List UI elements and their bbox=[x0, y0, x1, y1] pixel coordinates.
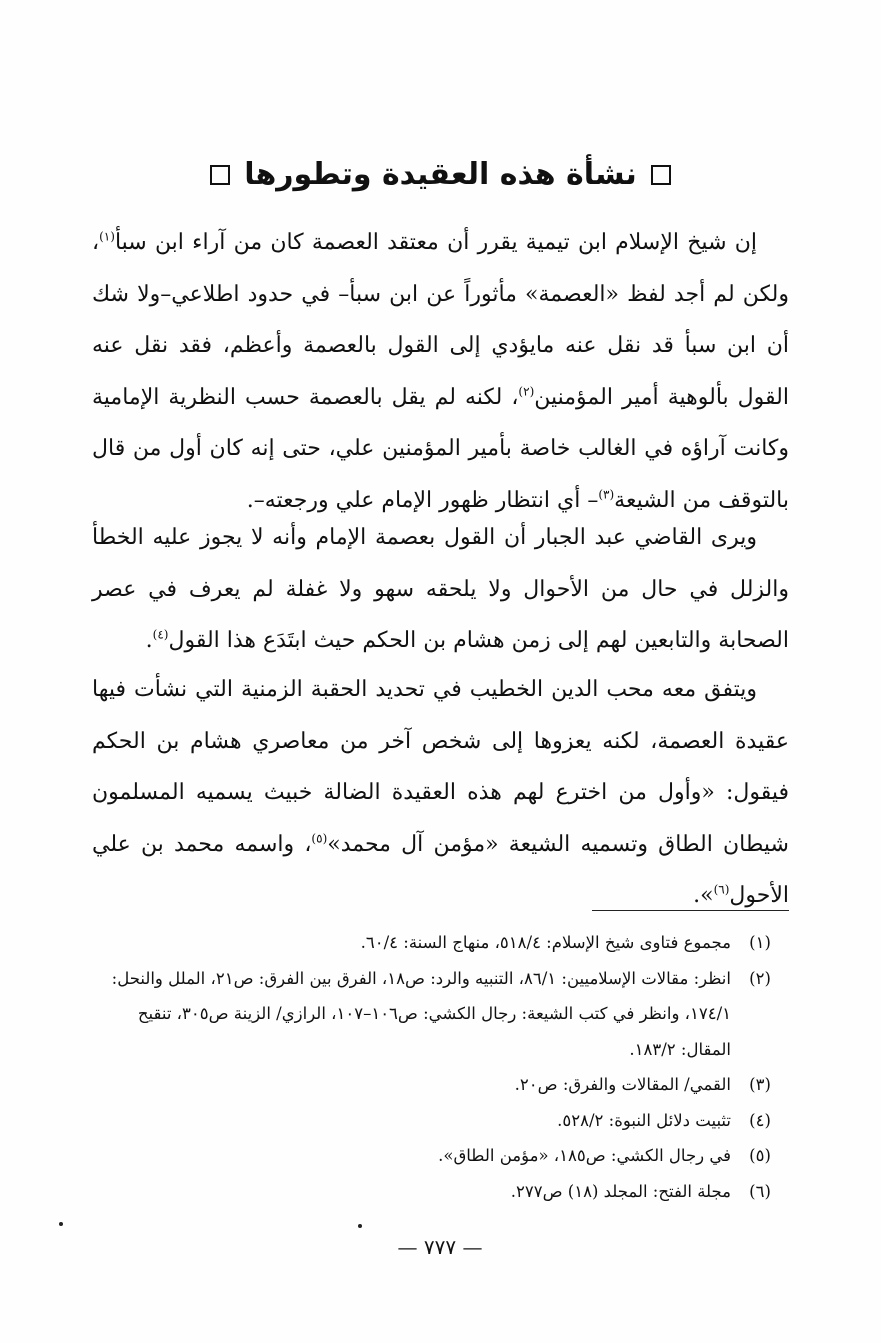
footnote-item bbox=[92, 1138, 789, 1174]
footnote-text: القمي/ المقالات والفرق: ص٢٠. bbox=[514, 1075, 731, 1094]
square-box-icon bbox=[210, 165, 230, 185]
paragraph-text: ». bbox=[693, 883, 714, 908]
footnote-text: في رجال الكشي: ص١٨٥، «مؤمن الطاق». bbox=[438, 1146, 731, 1165]
footnote-text: انظر: مقالات الإسلاميين: ٨٦/١، التنبيه والرد: ص١٨، الفرق بين الفرق: ص٢١، الملل والنحل: ١٧٤/١، وانظر في كتب الشيعة: رجال الكشي: ص١٠٦–١٠٧، الرازي/ الزينة ص٣٠٥، تنقيح المقال: ١٨٣/٢. bbox=[111, 968, 731, 1059]
paragraph-text: إن شيخ الإسلام ابن تيمية يقرر أن معتقد العصمة كان من آراء ابن سبأ bbox=[114, 230, 757, 255]
paragraph-3 bbox=[92, 664, 789, 922]
footnote-ref-3: (٣) bbox=[598, 487, 615, 502]
footnote-number: (١) bbox=[749, 933, 771, 952]
paragraph-text: ، لكنه لم يقل بالعصمة حسب النظرية الإمامية وكانت آراؤه في الغالب خاصة بأمير المؤمنين علي، حتى إنه كان أول من قال بالتوقف من الشيعة bbox=[92, 384, 789, 513]
paragraph-2 bbox=[92, 512, 789, 667]
footnote-text: مجلة الفتح: المجلد (١٨) ص٢٧٧. bbox=[510, 1181, 731, 1201]
paragraph-text: ، ولكن لم أجد لفظ «العصمة» مأثوراً عن ابن سبأ– في حدود اطلاعي–ولا شك أن ابن سبأ قد نقل عنه مايؤدي إلى القول بالعصمة وأعظم، فقد نقل عنه القول بألوهية أمير المؤمنين bbox=[92, 230, 789, 410]
paragraph-text: ، واسمه محمد بن علي الأحول bbox=[92, 831, 789, 908]
footnote-item bbox=[92, 1174, 789, 1210]
footnote-number: (٥) bbox=[749, 1146, 771, 1165]
footnote-item bbox=[92, 1067, 789, 1103]
footnote-item bbox=[92, 925, 789, 961]
scan-speck bbox=[59, 1222, 63, 1226]
section-heading bbox=[0, 150, 881, 200]
paragraph-1 bbox=[92, 217, 789, 526]
footnote-ref-4: (٤) bbox=[152, 627, 169, 642]
footnote-item bbox=[92, 961, 789, 1068]
paragraph-text: ويتفق معه محب الدين الخطيب في تحديد الحقبة الزمنية التي نشأت فيها عقيدة العصمة، لكنه يعزوها إلى شخص آخر من معاصري هشام بن الحكم فيقول: «وأول من اخترع لهم هذه العقيدة الضالة خبيث يسميه المسلمون شيطان الطاق وتسميه الشيعة «مؤمن آل محمد» bbox=[92, 677, 789, 857]
page-number: — ٧٧٧ — bbox=[397, 1235, 483, 1259]
footnotes bbox=[92, 925, 789, 1209]
footnote-text: تثبيت دلائل النبوة: ٥٢٨/٢. bbox=[557, 1110, 731, 1130]
paragraph-text: – أي انتظار ظهور الإمام علي ورجعته–. bbox=[246, 487, 599, 513]
scan-speck bbox=[358, 1224, 362, 1228]
footnote-number: (٣) bbox=[749, 1075, 771, 1094]
footnote-number: (٤) bbox=[749, 1110, 771, 1130]
square-box-icon bbox=[651, 165, 671, 185]
footnote-number: (٦) bbox=[749, 1181, 771, 1201]
footnote-ref-6: (٦) bbox=[713, 882, 730, 897]
footnote-divider bbox=[592, 910, 789, 911]
footnote-ref-2: (٢) bbox=[518, 384, 535, 399]
footnote-ref-5: (٥) bbox=[311, 831, 328, 846]
footnote-number: (٢) bbox=[749, 968, 771, 988]
footnote-text: مجموع فتاوى شيخ الإسلام: ٥١٨/٤، منهاج السنة: ٦٠/٤. bbox=[360, 933, 731, 952]
footnote-item bbox=[92, 1103, 789, 1139]
footnote-ref-1: (١) bbox=[99, 229, 115, 244]
paragraph-text: ويرى القاضي عبد الجبار أن القول بعصمة الإمام وأنه لا يجوز عليه الخطأ والزلل في حال من الأحوال ولا يلحقه سهو ولا غفلة لم يعرف في عصر الصحابة والتابعين لهم إلى زمن هشام بن الحكم حيث ابتَدَع هذا القول bbox=[92, 525, 789, 653]
paragraph-text: . bbox=[145, 628, 153, 653]
section-title: نشأة هذه العقيدة وتطورها bbox=[244, 157, 637, 192]
